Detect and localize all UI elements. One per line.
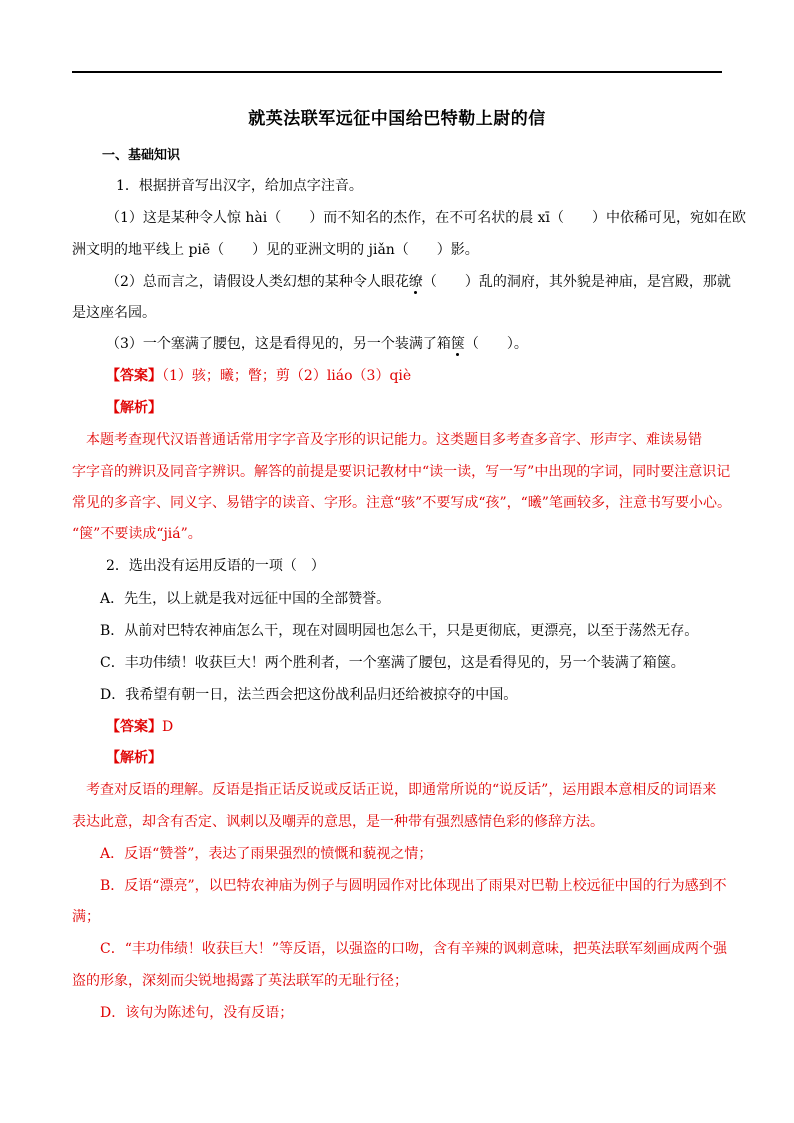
q2-explain-c-line2: 盗的形象，深刻而尖锐地揭露了英法联军的无耻行径； [72,973,408,989]
q2-explain-d: D．该句为陈述句，没有反语； [100,1005,294,1021]
q2-option-c: C．丰功伟绩！收获巨大！两个胜利者，一个塞满了腰包，这是看得见的，另一个装满了箱箧。 [100,655,685,671]
q2-option-b: B．从前对巴特农神庙怎么干，现在对圆明园也怎么干，只是更彻底，更漂亮，以至于荡然无存。 [100,623,699,639]
q1-sub3 [106,334,528,354]
q1-analysis-line4: “箧”不要读成“jiá”。 [72,526,202,542]
dotted-char: 缭 [408,274,423,290]
page-title: 就英法联军远征中国给巴特勒上尉的信 [248,109,546,129]
q1-sub1-line2: 洲文明的地平线上 piē（ ）见的亚洲文明的 jiǎn（ ）影。 [72,242,479,258]
q2-stem: 2．选出没有运用反语的一项（ ） [106,558,325,574]
q1-analysis-line3: 常见的多音字、同义字、易错字的读音、字形。注意“骇”不要写成“孩”，“曦”笔画较多，注意书写要小心。 [72,495,731,511]
q2-analysis-tag: 【解析】 [106,750,162,766]
q1-sub3-text-b: （ ）。 [464,336,528,352]
q1-sub2-text-b: （ ）乱的洞府，其外貌是神庙，是宫殿，那就 [422,274,731,290]
q2-explain-c-line1: C．“丰功伟绩！收获巨大！”等反语，以强盗的口吻，含有辛辣的讽刺意味，把英法联军刻画成两个强 [100,941,728,957]
q1-sub2-line1 [106,272,731,292]
q1-answer [106,366,411,386]
q2-analysis-line1: 考查对反语的理解。反语是指正话反说或反话正说，即通常所说的“说反话”，运用跟本意相反的词语来 [86,782,717,798]
answer-tag: 【答案】 [106,368,162,384]
q1-analysis-line2: 字字音的辨识及同音字辨识。解答的前提是要识记教材中“读一读，写一写”中出现的字词，同时要注意识记 [72,464,731,480]
q2-answer [106,717,173,737]
q1-sub2-line2: 是这座名园。 [72,305,156,321]
section-heading: 一、基础知识 [102,148,181,163]
q2-explain-b-line1: B．反语“漂亮”，以巴特农神庙为例子与圆明园作对比体现出了雨果对巴勒上校远征中国的行为感到不 [100,878,727,894]
q2-explain-a: A．反语“赞誉”，表达了雨果强烈的愤慨和藐视之情； [100,846,433,862]
q1-sub1-line1: （1）这是某种令人惊 hài（ ）而不知名的杰作，在不可名状的晨 xī（ ）中依稀可见，宛如在欧 [106,210,747,226]
q1-sub3-text-a: （3）一个塞满了腰包，这是看得见的，另一个装满了箱 [106,336,451,352]
q1-analysis-tag: 【解析】 [106,400,162,416]
q1-analysis-line1: 本题考查现代汉语普通话常用字字音及字形的识记能力。这类题目多考查多音字、形声字、难读易错 [86,432,702,448]
header-rule [72,71,722,73]
answer-tag: 【答案】 [106,719,162,735]
answer-text: D [162,719,174,735]
q2-option-d: D．我希望有朝一日，法兰西会把这份战利品归还给被掠夺的中国。 [100,687,518,703]
q2-option-a: A．先生，以上就是我对远征中国的全部赞誉。 [100,591,391,607]
dotted-char: 箧 [450,336,465,352]
q2-explain-b-line2: 满； [72,909,100,925]
q1-stem: 1．根据拼音写出汉字，给加点字注音。 [116,178,363,194]
q1-sub2-text-a: （2）总而言之，请假设人类幻想的某种令人眼花 [106,274,409,290]
answer-text: （1）骇；曦；瞥；剪（2）liáo（3）qiè [162,368,412,384]
q2-analysis-line2: 表达此意，却含有否定、讽刺以及嘲弄的意思，是一种带有强烈感情色彩的修辞方法。 [72,814,604,830]
